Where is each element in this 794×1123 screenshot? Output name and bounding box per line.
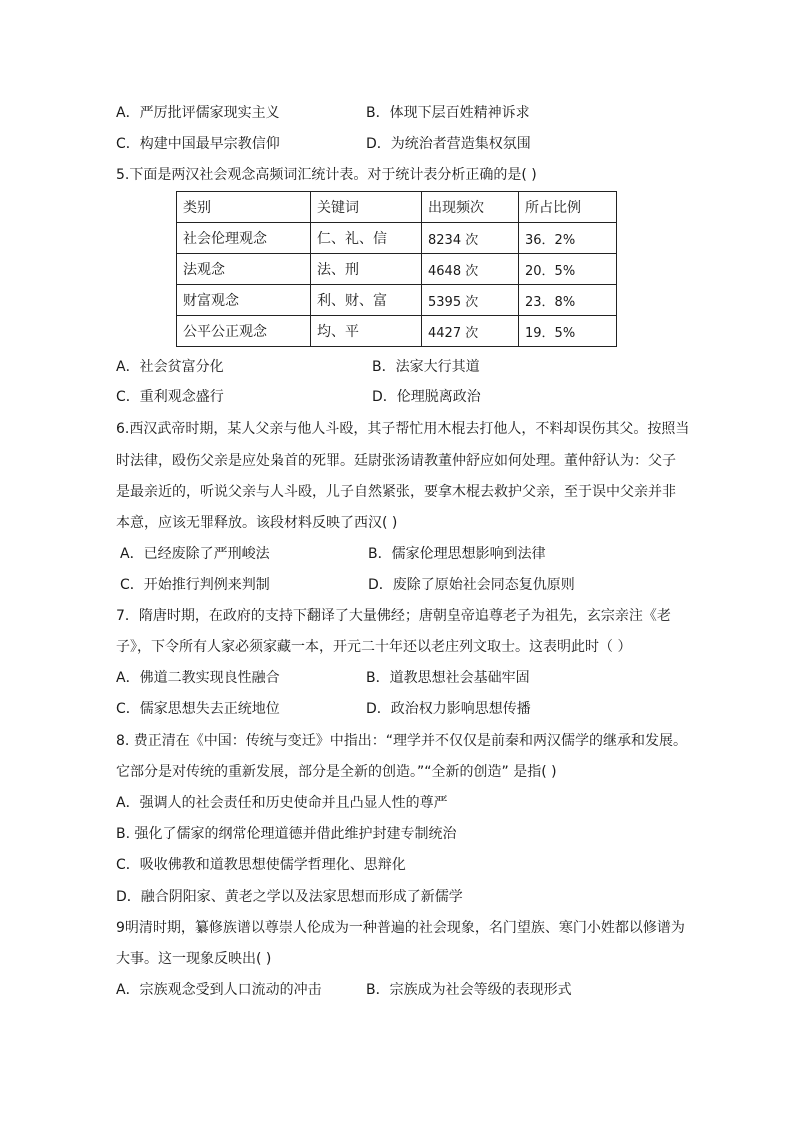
q4-option-b: B．体现下层百姓精神诉求 [366, 105, 530, 121]
table-cell: 利、财、富 [311, 285, 422, 316]
table-cell: 19．5% [519, 316, 617, 347]
table-cell: 财富观念 [177, 285, 311, 316]
table-cell: 社会伦理观念 [177, 223, 311, 254]
q9-option-b: B．宗族成为社会等级的表现形式 [366, 982, 572, 998]
q7-option-a: A．佛道二教实现良性融合 [116, 670, 280, 686]
q8-option-c: C．吸收佛教和道教思想使儒学哲理化、思辩化 [116, 857, 406, 873]
table-row [177, 223, 617, 254]
q6-stem-line-1: 6.西汉武帝时期，某人父亲与他人斗殴，其子帮忙用木棍去打他人，不料却误伤其父。按照当 [116, 421, 690, 437]
table-header-row [177, 192, 617, 223]
q5-option-d: D．伦理脱离政治 [372, 389, 481, 405]
q9-stem-line-2: 大事。这一现象反映出( ) [116, 951, 272, 967]
q7-stem-line-1: 7．隋唐时期，在政府的支持下翻译了大量佛经；唐朝皇帝追尊老子为祖先，玄宗亲注《老 [116, 608, 671, 624]
q6-stem-line-4: 本意，应该无罪释放。该段材料反映了西汉( ) [116, 515, 398, 531]
table-row [177, 285, 617, 316]
q8-option-d: D．融合阴阳家、黄老之学以及法家思想而形成了新儒学 [116, 889, 463, 905]
table-header-cell: 出现频次 [422, 192, 519, 223]
q9-option-a: A．宗族观念受到人口流动的冲击 [116, 982, 322, 998]
q5-option-a: A．社会贫富分化 [116, 359, 224, 375]
q6-option-d: D．废除了原始社会同态复仇原则 [368, 577, 575, 593]
q4-option-a: A．严厉批评儒家现实主义 [116, 105, 280, 121]
table-cell: 20．5% [519, 254, 617, 285]
table-row [177, 254, 617, 285]
table-cell: 仁、礼、信 [311, 223, 422, 254]
q5-option-c: C．重利观念盛行 [116, 389, 224, 405]
q8-stem-line-1: 8. 费正清在《中国：传统与变迁》中指出：“理学并不仅仅是前秦和两汉儒学的继承和发展。 [116, 733, 688, 749]
q6-option-c: C．开始推行判例来判制 [120, 577, 270, 593]
q8-stem-line-2: 它部分是对传统的重新发展，部分是全新的创造。”“全新的创造” 是指( ) [116, 764, 557, 780]
table-header-cell: 类别 [177, 192, 311, 223]
q7-option-d: D．政治权力影响思想传播 [366, 701, 531, 717]
q6-stem-line-3: 是最亲近的，听说父亲与人斗殴，儿子自然紧张，要拿木棍去救护父亲，至于误中父亲并非 [116, 484, 676, 500]
q4-option-d: D．为统治者营造集权氛围 [366, 136, 531, 152]
table-cell: 5395 次 [422, 285, 519, 316]
q6-option-b: B．儒家伦理思想影响到法律 [368, 546, 546, 562]
q9-stem-line-1: 9明清时期，纂修族谱以尊崇人伦成为一种普遍的社会现象，名门望族、寒门小姓都以修谱为 [116, 920, 685, 936]
table-cell: 法观念 [177, 254, 311, 285]
q5-stem: 5.下面是两汉社会观念高频词汇统计表。对于统计表分析正确的是( ) [116, 167, 537, 183]
q6-stem-line-2: 时法律，殴伤父亲是应处枭首的死罪。廷尉张汤请教董仲舒应如何处理。董仲舒认为：父子 [116, 453, 676, 469]
table-cell: 法、刑 [311, 254, 422, 285]
table-cell: 均、平 [311, 316, 422, 347]
table-header-cell: 关键词 [311, 192, 422, 223]
q4-option-c: C．构建中国最早宗教信仰 [116, 136, 280, 152]
table-cell: 23．8% [519, 285, 617, 316]
table-cell: 4648 次 [422, 254, 519, 285]
statistics-table [176, 191, 617, 347]
q5-option-b: B．法家大行其道 [372, 359, 480, 375]
table-cell: 公平公正观念 [177, 316, 311, 347]
q7-option-c: C．儒家思想失去正统地位 [116, 701, 280, 717]
table-header-cell: 所占比例 [519, 192, 617, 223]
q7-stem-line-2: 子》，下令所有人家必须家藏一本，开元二十年还以老庄列文取士。这表明此时（ ） [116, 639, 632, 655]
table-cell: 36．2% [519, 223, 617, 254]
table-cell: 8234 次 [422, 223, 519, 254]
table-row [177, 316, 617, 347]
q6-option-a: A．已经废除了严刑峻法 [120, 546, 270, 562]
q7-option-b: B．道教思想社会基础牢固 [366, 670, 530, 686]
q8-option-a: A．强调人的社会责任和历史使命并且凸显人性的尊严 [116, 795, 448, 811]
q8-option-b: B. 强化了儒家的纲常伦理道德并借此维护封建专制统治 [116, 826, 457, 842]
table-cell: 4427 次 [422, 316, 519, 347]
